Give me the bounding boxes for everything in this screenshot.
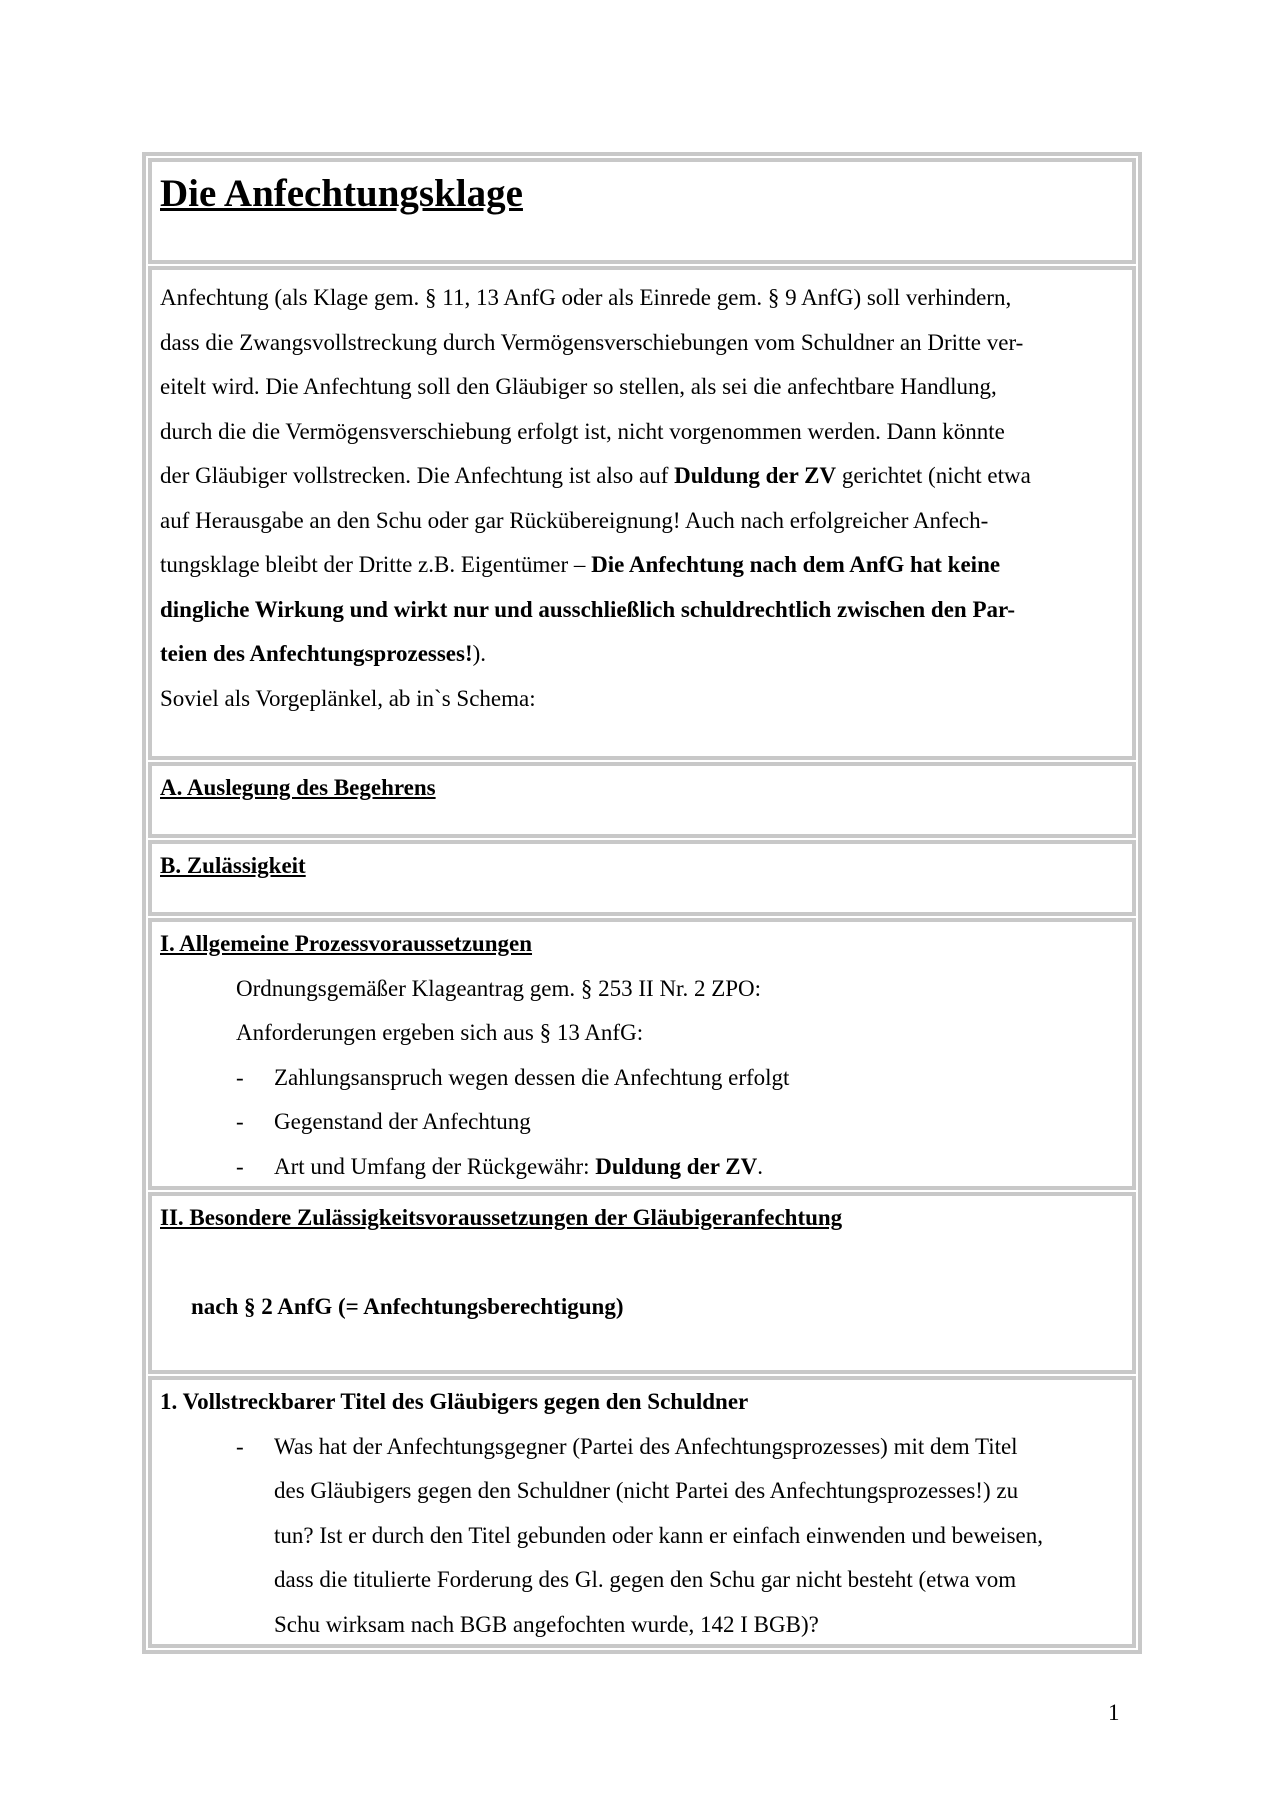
intro-bold-text: Duldung der ZV <box>674 463 837 488</box>
intro-line: eitelt wird. Die Anfechtung soll den Gläubiger so stellen, als sei die anfechtbare Handlung, <box>160 374 997 399</box>
intro-cell <box>148 266 1136 760</box>
list-item-continuation: des Gläubigers gegen den Schuldner (nicht Partei des Anfechtungsprozesses!) zu <box>274 1478 1019 1503</box>
section-a-heading: A. Auslegung des Begehrens <box>160 775 436 800</box>
page-number: 1 <box>1108 1700 1120 1725</box>
list-item <box>160 1145 1124 1190</box>
section-ii-cell <box>148 1192 1136 1374</box>
title-cell <box>148 158 1136 264</box>
section-a-cell <box>148 762 1136 838</box>
intro-line <box>160 632 1124 677</box>
section-b-cell <box>148 840 1136 916</box>
dash-bullet: - <box>236 1109 244 1134</box>
section-b-heading: B. Zulässigkeit <box>160 853 306 878</box>
list-item <box>160 1100 1124 1145</box>
list-item-text: . <box>757 1153 763 1179</box>
intro-line: durch die die Vermögensverschiebung erfolgt ist, nicht vorgenommen werden. Dann könnte <box>160 418 1005 444</box>
list-item <box>160 1425 1124 1470</box>
list-item-continuation: dass die titulierte Forderung des Gl. gegen den Schu gar nicht besteht (etwa vom <box>274 1567 1017 1592</box>
section-i-text: Anforderungen ergeben sich aus § 13 AnfG: <box>236 1020 644 1045</box>
list-item-text: Zahlungsanspruch wegen dessen die Anfechtung erfolgt <box>274 1064 790 1090</box>
section-i-heading: I. Allgemeine Prozessvoraussetzungen <box>160 931 533 956</box>
intro-line: dass die Zwangsvollstreckung durch Vermögensverschiebungen vom Schuldner an Dritte ver- <box>160 329 1024 355</box>
section-ii-subheading: nach § 2 AnfG (= Anfechtungsberechtigung) <box>191 1293 624 1319</box>
list-item-continuation: tun? Ist er durch den Titel gebunden oder kann er einfach einwenden und beweisen, <box>274 1522 1043 1548</box>
list-item-text: Art und Umfang der Rückgewähr: <box>274 1153 596 1179</box>
intro-line: Soviel als Vorgeplänkel, ab in`s Schema: <box>160 685 536 711</box>
list-item-continuation: Schu wirksam nach BGB angefochten wurde, 142 I BGB)? <box>274 1611 819 1637</box>
section-ii-heading: II. Besondere Zulässigkeitsvoraussetzungen der Gläubigeranfechtung <box>160 1205 843 1230</box>
intro-line: Anfechtung (als Klage gem. § 11, 13 AnfG oder als Einrede gem. § 9 AnfG) soll verhindern, <box>160 285 1012 310</box>
list-item-text: Gegenstand der Anfechtung <box>274 1109 531 1134</box>
intro-text: ). <box>472 641 487 666</box>
dash-bullet: - <box>236 1064 244 1090</box>
intro-bold-text: teien des Anfechtungsprozesses! <box>160 641 473 666</box>
list-item <box>160 1056 1124 1101</box>
section-i-text: Ordnungsgemäßer Klageantrag gem. § 253 II Nr. 2 ZPO: <box>236 975 762 1001</box>
list-item-bold-text: Duldung der ZV <box>595 1153 758 1179</box>
intro-line <box>160 543 1124 588</box>
intro-bold-text: dingliche Wirkung und wirkt nur und ausschließlich schuldrechtlich zwischen den Par- <box>160 596 1016 622</box>
intro-text: tungsklage bleibt der Dritte z.B. Eigentümer – <box>160 552 592 577</box>
intro-line <box>160 588 1124 633</box>
intro-line <box>160 454 1124 499</box>
intro-text: gerichtet (nicht etwa <box>836 463 1031 488</box>
document-table <box>142 152 1142 1654</box>
section-1-heading: 1. Vollstreckbarer Titel des Gläubigers gegen den Schuldner <box>160 1389 749 1414</box>
intro-text: der Gläubiger vollstrecken. Die Anfechtung ist also auf <box>160 463 675 488</box>
intro-bold-text: Die Anfechtung nach dem AnfG hat keine <box>591 552 1001 577</box>
intro-line: auf Herausgabe an den Schu oder gar Rückübereignung! Auch nach erfolgreicher Anfech- <box>160 507 989 533</box>
list-item-text: Was hat der Anfechtungsgegner (Partei des Anfechtungsprozesses) mit dem Titel <box>274 1433 1018 1459</box>
dash-bullet: - <box>236 1153 244 1179</box>
section-1-cell <box>148 1376 1136 1648</box>
section-i-cell <box>148 918 1136 1190</box>
dash-bullet: - <box>236 1433 244 1459</box>
page-title: Die Anfechtungsklage <box>160 172 523 215</box>
